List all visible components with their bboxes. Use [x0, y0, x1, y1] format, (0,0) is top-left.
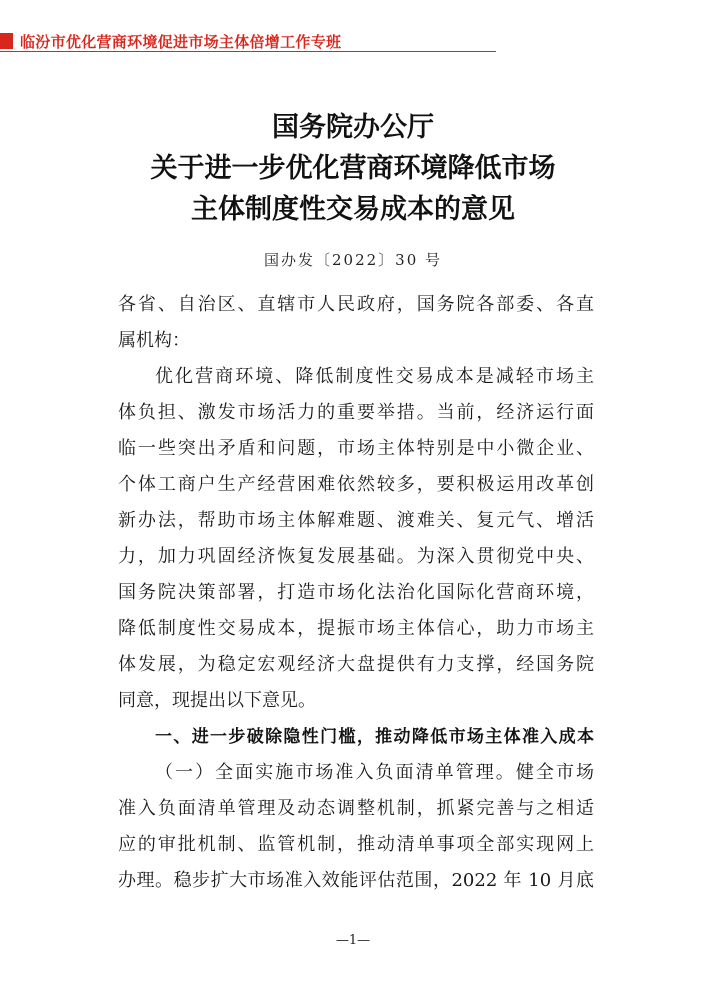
document-number: 国办发〔2022〕30 号 [263, 251, 443, 269]
header-organization: 临汾市优化营商环境促进市场主体倍增工作专班 [20, 33, 342, 51]
body-line: 准入负面清单管理及动态调整机制，抓紧完善与之相适 [118, 798, 594, 819]
body-line: 各省、自治区、直辖市人民政府，国务院各部委、各直 [118, 294, 594, 315]
header-rule [0, 51, 496, 52]
body-line: 临一些突出矛盾和问题，市场主体特别是中小微企业、 [118, 438, 594, 459]
body-line: 力，加力巩固经济恢复发展基础。为深入贯彻党中央、 [118, 546, 594, 567]
document-title-line-3: 主体制度性交易成本的意见 [191, 194, 515, 225]
body-line: 降低制度性交易成本，提振市场主体信心，助力市场主 [118, 618, 594, 639]
body-line: 应的审批机制、监管机制，推动清单事项全部实现网上 [118, 834, 594, 855]
header-accent-bar [0, 33, 13, 49]
document-title-line-1: 国务院办公厅 [272, 112, 434, 143]
body-line: 国务院决策部署，打造市场化法治化国际化营商环境， [118, 582, 594, 603]
body-line: 体负担、激发市场活力的重要举措。当前，经济运行面 [118, 402, 594, 423]
document-title-line-2: 关于进一步优化营商环境降低市场 [150, 153, 556, 184]
body-line: 办理。稳步扩大市场准入效能评估范围，2022 年 10 月底 [118, 870, 594, 891]
body-line: 同意，现提出以下意见。 [118, 690, 316, 711]
body-line: （一）全面实施市场准入负面清单管理。健全市场 [155, 762, 594, 783]
body-line: 体发展，为稳定宏观经济大盘提供有力支撑，经国务院 [118, 654, 594, 675]
body-line: 新办法，帮助市场主体解难题、渡难关、复元气、增活 [118, 510, 594, 531]
body-line: 个体工商户生产经营困难依然较多，要积极运用改革创 [118, 474, 594, 495]
body-line: 优化营商环境、降低制度性交易成本是减轻市场主 [155, 366, 594, 387]
section-heading-1: 一、进一步破除隐性门槛，推动降低市场主体准入成本 [155, 727, 594, 747]
body-line: 属机构： [118, 330, 190, 351]
page-number: —1— [335, 933, 371, 948]
